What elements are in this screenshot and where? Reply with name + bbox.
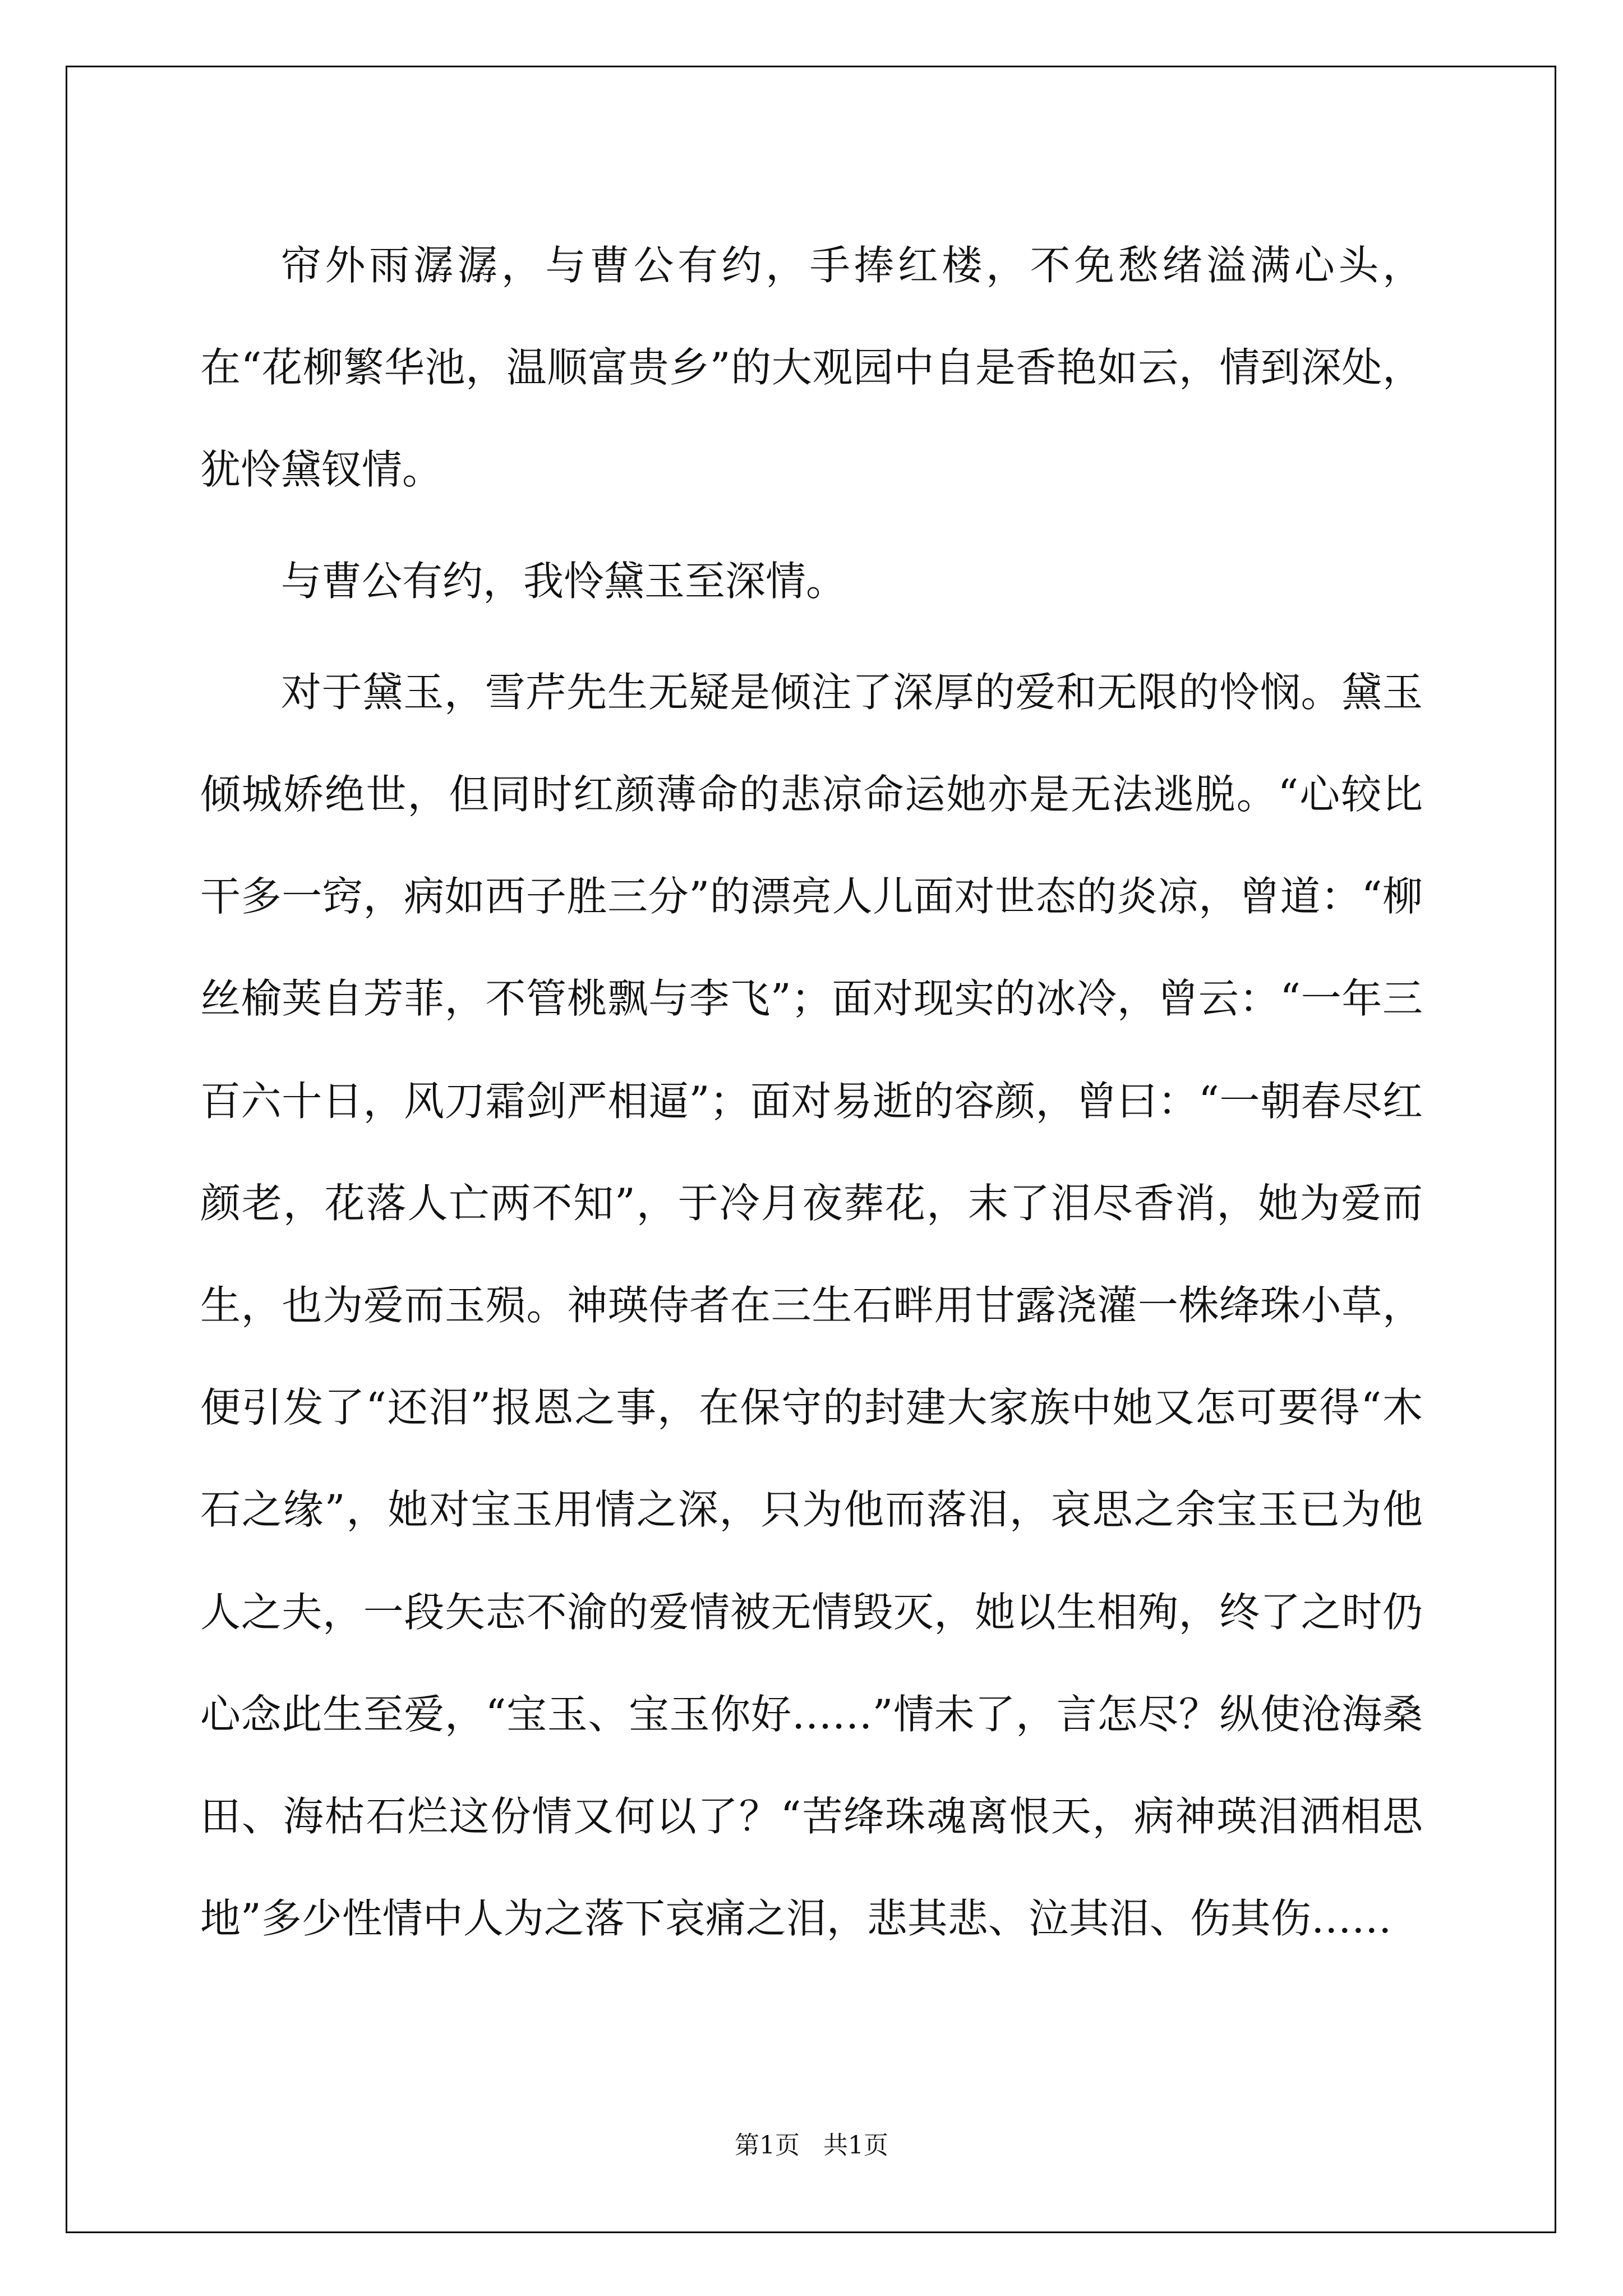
paragraph-2: 与曹公有约，我怜黛玉至深情。 (281, 557, 847, 605)
document-body (200, 214, 1423, 1978)
paragraph-1: 帘外雨潺潺，与曹公有约，手捧红楼，不免愁绪溢满心头，在“花柳繁华池，温顺富贵乡”的大观园中自是香艳如云，情到深处，犹怜黛钗情。 (200, 242, 1423, 494)
paragraph-3: 对于黛玉，雪芹先生无疑是倾注了深厚的爱和无限的怜悯。黛玉倾城娇绝世，但同时红颜薄命的悲凉命运她亦是无法逃脱。“心较比干多一窍，病如西子胜三分”的漂亮人儿面对世态的炎凉，曾道：“柳丝榆荚自芳菲，不管桃飘与李飞”；面对现实的冰冷，曾云：“一年三百六十日，风刀霜剑严相逼”；面对易逝的容颜，曾曰：“一朝春尽红颜老，花落人亡两不知”，于冷月夜葬花，末了泪尽香消，她为爱而生，也为爱而玉殒。神瑛侍者在三生石畔用甘露浇灌一株绛珠小草，便引发了“还泪”报恩之事，在保守的封建大家族中她又怎可要得“木石之缘”，她对宝玉用情之深，只为他而落泪，哀思之余宝玉已为他人之夫，一段矢志不渝的爱情被无情毁灭，她以生相殉，终了之时仍心念此生至爱，“宝玉、宝玉你好……”情未了，言怎尽？纵使沧海桑田、海枯石烂这份情又何以了？“苦绛珠魂离恨天，病神瑛泪洒相思地”多少性情中人为之落下哀痛之泪，悲其悲、泣其泪、伤其伤…… (200, 668, 1423, 1943)
page-number: 第1页 (735, 2131, 800, 2160)
page-total: 共1页 (823, 2131, 888, 2160)
page-footer (0, 2129, 1623, 2162)
